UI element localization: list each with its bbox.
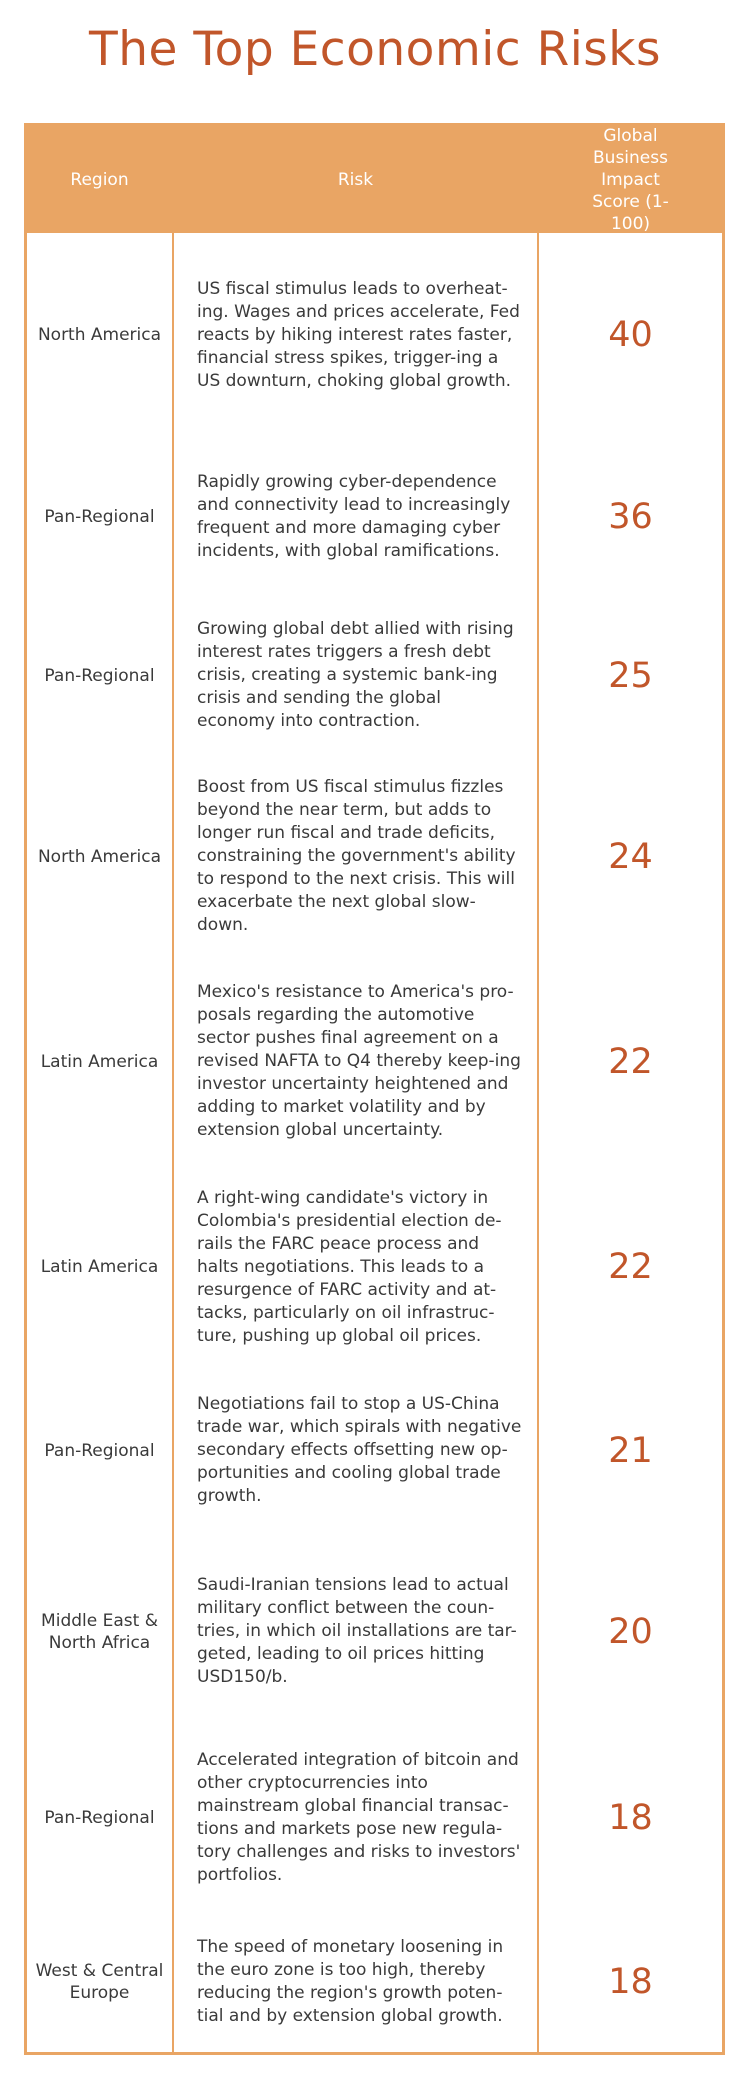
score-cell: 24 bbox=[608, 836, 653, 877]
score-cell: 25 bbox=[608, 655, 653, 696]
risk-text: Rapidly growing cyber-dependence and connectivity lead to increasingly frequent and more damaging cyber incidents, with global ramifications. bbox=[197, 471, 511, 561]
page-title: The Top Economic Risks bbox=[89, 22, 661, 77]
table-row bbox=[27, 1532, 722, 1731]
region-cell: Pan-Regional bbox=[44, 1440, 155, 1461]
risk-text: A right-wing candidate's victory in Colombia's presidential election de-rails the FARC peace process and halts negotiations. This leads to a resurgence of FARC activity and at-tacks, particularly on oil infrastruc-ture, pushing up global oil prices. bbox=[197, 1187, 502, 1346]
score-cell: 22 bbox=[608, 1041, 653, 1082]
score-cell: 36 bbox=[608, 496, 653, 537]
risk-text: US fiscal stimulus leads to overheat-ing. Wages and prices accelerate, Fed reacts by hiking interest rates faster, financial stress spikes, trigger-ing a US downturn, choking global growth. bbox=[197, 278, 520, 391]
header-risk: Risk bbox=[337, 169, 374, 190]
region-cell: Pan-Regional bbox=[44, 665, 155, 686]
risk-cell bbox=[197, 1369, 522, 1532]
risk-cell bbox=[197, 958, 522, 1165]
risk-text: The speed of monetary loosening in the euro zone is too high, thereby reducing the region's growth poten-tial and by extension global growth. bbox=[197, 1937, 504, 2026]
region-cell: North America bbox=[37, 846, 162, 867]
risk-cell bbox=[197, 437, 522, 596]
region-cell: Latin America bbox=[40, 1257, 159, 1277]
region-cell: West & Central Europe bbox=[35, 1961, 164, 2003]
table-row bbox=[27, 1369, 722, 1532]
score-cell: 21 bbox=[608, 1430, 653, 1471]
risk-cell bbox=[197, 1165, 522, 1369]
table-row bbox=[27, 755, 722, 958]
region-cell: Latin America bbox=[40, 1051, 159, 1072]
table-row bbox=[27, 596, 722, 755]
region-cell: Pan-Regional bbox=[44, 1808, 155, 1828]
score-cell: 20 bbox=[608, 1611, 653, 1652]
region-cell: Pan-Regional bbox=[44, 506, 155, 527]
header-region: Region bbox=[70, 169, 129, 190]
table-row bbox=[27, 1165, 722, 1369]
score-cell: 40 bbox=[608, 315, 653, 355]
table-row bbox=[27, 1731, 722, 1905]
score-cell: 22 bbox=[608, 1247, 653, 1287]
table-row bbox=[27, 437, 722, 596]
risk-text: Mexico's resistance to America's pro-posals regarding the automotive sector pushes final agreement on a revised NAFTA to Q4 thereby keep-ing investor uncertainty heightened and adding to market volatility and by extension global uncertainty. bbox=[197, 982, 521, 1140]
table-body bbox=[27, 233, 722, 2059]
score-cell: 18 bbox=[608, 1798, 653, 1838]
table-row bbox=[27, 958, 722, 1165]
risk-cell bbox=[197, 1905, 522, 2059]
risk-cell bbox=[197, 1731, 522, 1905]
risk-text: Negotiations fail to stop a US-China trade war, which spirals with negative secondary effects offsetting new op-portunities and cooling global trade growth. bbox=[197, 1394, 522, 1506]
risk-cell bbox=[197, 755, 522, 958]
risks-table bbox=[24, 123, 725, 2055]
risk-text: Saudi-Iranian tensions lead to actual military conflict between the coun-tries, in which oil installations are tar-geted, leading to oil prices hitting USD150/b. bbox=[197, 1575, 517, 1687]
risk-cell bbox=[197, 1532, 522, 1731]
score-cell: 18 bbox=[608, 1962, 653, 2002]
risk-cell bbox=[197, 233, 522, 437]
risk-cell bbox=[197, 596, 522, 755]
header-score: Global Business Impact Score (1-100) bbox=[592, 125, 669, 234]
risk-text: Boost from US fiscal stimulus fizzles beyond the near term, but adds to longer run fiscal and trade deficits, constraining the government's ability to respond to the next crisis. This will exacerbate the next global slow-down. bbox=[197, 777, 516, 935]
region-cell: Middle East & North Africa bbox=[41, 1610, 158, 1653]
risk-text: Growing global debt allied with rising interest rates triggers a fresh debt crisis, creating a systemic bank-ing crisis and sending the global economy into contraction. bbox=[197, 619, 514, 731]
table-row bbox=[27, 1905, 722, 2059]
table-header bbox=[27, 126, 722, 233]
risk-text: Accelerated integration of bitcoin and other cryptocurrencies into mainstream global financial transac-tions and markets pose new regula-tory challenges and risks to investors' portfolios. bbox=[197, 1750, 521, 1885]
table-row bbox=[27, 233, 722, 437]
region-cell: North America bbox=[37, 325, 162, 345]
